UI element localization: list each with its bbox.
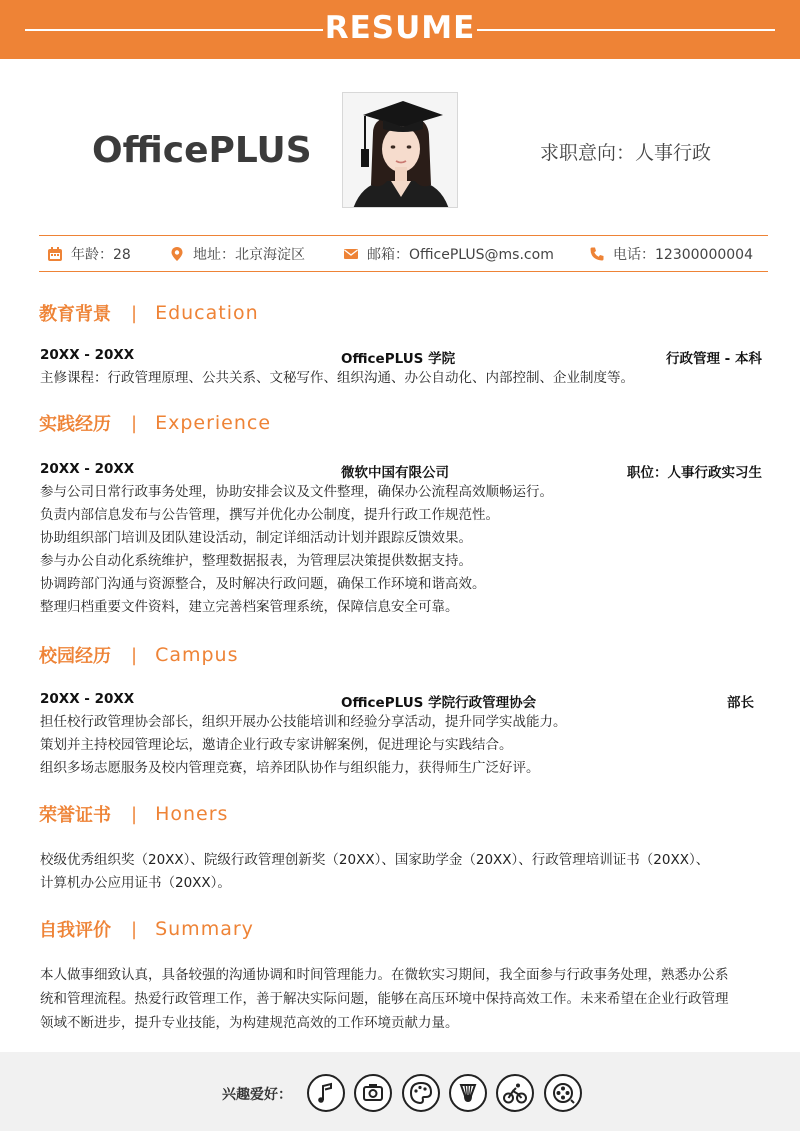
campus-period: 20XX - 20XX — [40, 691, 135, 707]
mail-icon — [343, 246, 359, 262]
badminton-icon — [448, 1073, 488, 1113]
resume-title: RESUME — [324, 10, 476, 46]
location-icon — [169, 246, 185, 262]
music-icon — [306, 1073, 346, 1113]
experience-company: 微软中国有限公司 — [341, 465, 449, 481]
job-intent: 求职意向：人事行政 — [540, 142, 712, 164]
list-item: 协助组织部门培训及团队建设活动，制定详细活动计划并跟踪反馈效果。 — [40, 530, 472, 546]
campus-organization: OfficePLUS 学院行政管理协会 — [341, 695, 537, 711]
palette-icon — [401, 1073, 441, 1113]
list-item: 协调跨部门沟通与资源整合，及时解决行政问题，确保工作环境和谐高效。 — [40, 576, 486, 592]
hobbies-footer — [0, 1052, 800, 1131]
candidate-name: OfficePLUS — [92, 130, 312, 171]
info-address: 地址：北京海淀区 — [169, 244, 305, 264]
phone-icon — [589, 246, 605, 262]
section-title-summary: 自我评价 | Summary — [39, 918, 254, 941]
calendar-icon — [47, 246, 63, 262]
cycling-icon — [495, 1073, 535, 1113]
list-item: 参与办公自动化系统维护，整理数据报表，为管理层决策提供数据支持。 — [40, 553, 472, 569]
experience-desc — [40, 481, 553, 619]
film-icon — [543, 1073, 583, 1113]
list-item: 担任校行政管理协会部长，组织开展办公技能培训和经验分享活动，提升同学实战能力。 — [40, 714, 567, 730]
summary-text: 本人做事细致认真，具备较强的沟通协调和时间管理能力。在微软实习期间，我全面参与行政事务处理，熟悉办公系 统和管理流程。热爱行政管理工作，善于解决实际问题，能够在高压环境中保持高效工作。未来希望在企业行政管理 领域不断进步，提升专业技能，为构建规范高效的工作环境贡献力量。 — [40, 967, 729, 1031]
header-bar — [0, 0, 800, 59]
education-courses: 主修课程：行政管理原理、公共关系、文秘写作、组织沟通、办公自动化、内部控制、企业制度等。 — [40, 370, 634, 386]
experience-period: 20XX - 20XX — [40, 461, 135, 477]
section-title-honors: 荣誉证书 | Honers — [39, 803, 229, 826]
list-item: 负责内部信息发布与公告管理，撰写并优化办公制度，提升行政工作规范性。 — [40, 507, 499, 523]
contact-info-bar — [39, 235, 768, 272]
info-age: 年龄：28 — [47, 244, 131, 264]
education-period: 20XX - 20XX — [40, 347, 135, 363]
list-item: 组织多场志愿服务及校内管理竞赛，培养团队协作与组织能力，获得师生广泛好评。 — [40, 760, 540, 776]
honors-list: 校级优秀组织奖（20XX）、院级行政管理创新奖（20XX）、国家助学金（20XX）、行政管理培训证书（20XX）、 计算机办公应用证书（20XX）。 — [40, 852, 710, 891]
campus-role: 部长 — [727, 695, 754, 711]
info-phone: 电话：12300000004 — [589, 244, 753, 264]
camera-icon — [353, 1073, 393, 1113]
info-email: 邮箱：OfficePLUS@ms.com — [343, 244, 554, 264]
section-title-experience: 实践经历 | Experience — [39, 412, 272, 435]
header-line-right — [477, 29, 775, 31]
section-title-campus: 校园经历 | Campus — [39, 644, 239, 667]
campus-desc — [40, 711, 567, 780]
experience-position: 职位：人事行政实习生 — [627, 465, 762, 481]
section-title-education: 教育背景 | Education — [39, 302, 259, 325]
education-degree: 行政管理 - 本科 — [665, 351, 762, 367]
profile-photo — [342, 92, 458, 208]
list-item: 策划并主持校园管理论坛，邀请企业行政专家讲解案例，促进理论与实践结合。 — [40, 737, 513, 753]
hobbies-label: 兴趣爱好： — [222, 1087, 292, 1103]
list-item: 参与公司日常行政事务处理，协助安排会议及文件整理，确保办公流程高效顺畅运行。 — [40, 484, 553, 500]
list-item: 整理归档重要文件资料，建立完善档案管理系统，保障信息安全可靠。 — [40, 599, 459, 615]
education-school: OfficePLUS 学院 — [341, 351, 456, 367]
